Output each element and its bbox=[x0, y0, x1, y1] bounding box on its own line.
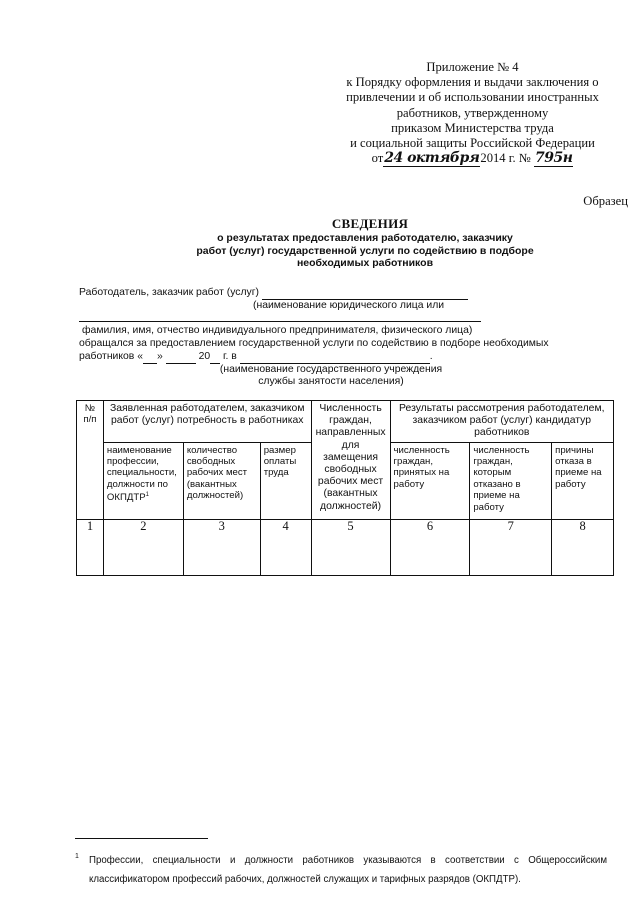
appendix-line: работников, утвержденному bbox=[396, 105, 549, 120]
employer-hint: (наименование юридического лица или bbox=[253, 300, 445, 311]
month-field[interactable] bbox=[166, 351, 196, 364]
name-field-line[interactable] bbox=[79, 321, 481, 322]
header-num: № п/п bbox=[77, 401, 104, 520]
header-sent: Численность граждан, направленных для замещения свободных рабочих мест (вакантных должностей) bbox=[311, 401, 390, 520]
applied-text: обращался за предоставлением государственной услуги по содействию в подборе необходимых bbox=[79, 338, 549, 349]
employer-field[interactable] bbox=[262, 287, 468, 300]
appendix-line: приказом Министерства труда bbox=[391, 120, 554, 135]
day-field[interactable] bbox=[143, 351, 157, 364]
institution-field[interactable] bbox=[240, 351, 430, 364]
header-declared: Заявленная работодателем, заказчиком работ (услуг) потребность в работниках bbox=[103, 401, 311, 443]
institution-hint-line: (наименование государственного учреждения bbox=[219, 364, 443, 375]
footnote-text: Профессии, специальности и должности работников указываются в соответствии с Общероссийским классификатором профессий рабочих, должностей служащих и тарифных разрядов (ОКПДТР). bbox=[89, 855, 607, 885]
name-hint: фамилия, имя, отчество индивидуального предпринимателя, физического лица) bbox=[82, 325, 473, 336]
column-number[interactable]: 4 bbox=[260, 519, 311, 575]
footnote bbox=[75, 851, 607, 889]
subheader-profession bbox=[103, 442, 183, 519]
employer-label: Работодатель, заказчик работ (услуг) bbox=[79, 287, 259, 298]
appendix-title: Приложение № 4 bbox=[426, 60, 519, 74]
footnote-mark: 1 bbox=[75, 853, 79, 860]
subheader-refused: численность граждан, которым отказано в приеме на работу bbox=[470, 442, 552, 519]
subheader-count: количество свободных рабочих мест (вакантных должностей) bbox=[183, 442, 260, 519]
subheader-hired: численность граждан, принятых на работу bbox=[390, 442, 470, 519]
column-number[interactable]: 5 bbox=[311, 519, 390, 575]
footnote-divider bbox=[75, 838, 208, 839]
handwritten-number: 795н bbox=[534, 150, 573, 167]
date-year: 2014 г. № bbox=[480, 151, 531, 166]
subtitle-line: работ (услуг) государственной услуги по содействию в подборе bbox=[196, 244, 534, 257]
subheader-reasons: причины отказа в приеме на работу bbox=[552, 442, 614, 519]
appendix-line: привлечении и об использовании иностранных bbox=[346, 90, 599, 105]
year-field[interactable] bbox=[210, 351, 220, 364]
document-title: СВЕДЕНИЯ bbox=[331, 216, 409, 231]
sample-label: Образец bbox=[583, 194, 628, 208]
results-table bbox=[76, 400, 614, 576]
column-number[interactable]: 7 bbox=[470, 519, 552, 575]
workers-g: г. в bbox=[223, 351, 237, 362]
appendix-line: и социальной защиты Российской Федерации bbox=[350, 136, 595, 151]
workers-prefix: работников « bbox=[79, 351, 143, 362]
institution-hint-line: службы занятости населения) bbox=[258, 376, 404, 387]
document-subtitle bbox=[170, 232, 560, 270]
header-results: Результаты рассмотрения работодателем, заказчиком работ (услуг) кандидатур работников bbox=[390, 401, 613, 443]
table-row bbox=[77, 519, 614, 575]
handwritten-date: 24 октября bbox=[384, 150, 480, 167]
column-number[interactable]: 2 bbox=[103, 519, 183, 575]
subheader-profession-text: наименование профессии, специальности, должности по ОКПДТР bbox=[106, 444, 177, 504]
date-prefix: от bbox=[371, 151, 384, 166]
appendix-header bbox=[320, 60, 625, 166]
footnote-ref: 1 bbox=[145, 492, 149, 499]
subheader-salary: размер оплаты труда bbox=[260, 442, 311, 519]
institution-hint bbox=[218, 364, 444, 388]
workers-year: 20 bbox=[198, 351, 211, 362]
column-number[interactable]: 1 bbox=[77, 519, 104, 575]
table-header-row bbox=[77, 401, 614, 443]
column-number[interactable]: 8 bbox=[552, 519, 614, 575]
employer-row bbox=[79, 287, 468, 300]
appendix-line: к Порядку оформления и выдачи заключения о bbox=[346, 75, 599, 90]
subtitle-line: о результатах предоставления работодателю, заказчику bbox=[217, 232, 513, 244]
order-date-line bbox=[320, 151, 625, 166]
workers-mid: » bbox=[157, 351, 163, 362]
column-number[interactable]: 3 bbox=[183, 519, 260, 575]
subtitle-line: необходимых работников bbox=[296, 257, 434, 269]
workers-date-row: работников « » 20 г. в . bbox=[79, 351, 433, 362]
column-number[interactable]: 6 bbox=[390, 519, 470, 575]
